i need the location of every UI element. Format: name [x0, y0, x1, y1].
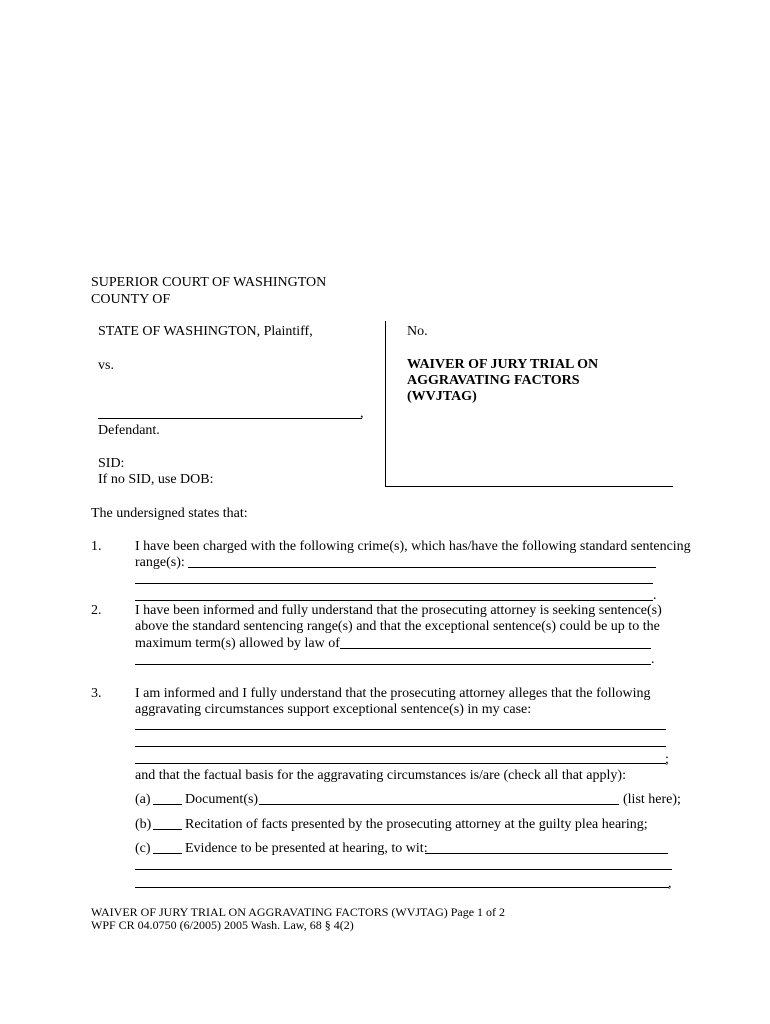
item-1-text-line2: range(s): — [135, 555, 185, 570]
intro-statement: The undersigned states that: — [91, 506, 248, 521]
option-c-text: Evidence to be presented at hearing, to wit: — [185, 841, 428, 856]
court-name: SUPERIOR COURT OF WASHINGTON — [91, 275, 327, 290]
item-3-circumstances-field-2[interactable] — [135, 746, 666, 747]
document-title-line2: AGGRAVATING FACTORS — [407, 373, 580, 388]
county-label: COUNTY OF — [91, 292, 171, 307]
item-3-number: 3. — [91, 686, 102, 701]
item-1-range-field-3[interactable] — [135, 600, 653, 601]
option-c-evidence-field[interactable] — [425, 853, 668, 854]
plaintiff-label: STATE OF WASHINGTON, Plaintiff, — [98, 324, 313, 339]
item-3-basis-text: and that the factual basis for the aggravating circumstances is/are (check all that apply): — [135, 768, 626, 783]
item-2-text-line2: above the standard sentencing range(s) and that the exceptional sentence(s) could be up to the — [135, 619, 660, 634]
vs-label: vs. — [98, 358, 114, 373]
caption-bottom-rule — [385, 486, 673, 487]
footer-form-title: WAIVER OF JURY TRIAL ON AGGRAVATING FACTORS (WVJTAG) Page 1 of 2 — [91, 905, 506, 919]
caption-divider — [385, 321, 386, 487]
defendant-name-line[interactable] — [98, 418, 362, 419]
footer-form-id: WPF CR 04.0750 (6/2005) 2005 Wash. Law, 68 § 4(2) — [91, 918, 354, 932]
option-a-documents-field[interactable] — [259, 804, 619, 805]
option-a-end: (list here); — [623, 792, 681, 807]
defendant-comma: , — [360, 406, 364, 421]
item-2-period: . — [651, 652, 655, 667]
option-c-comma: , — [668, 876, 672, 891]
item-2-text-line1: I have been informed and fully understand that the prosecuting attorney is seeking sentence(s) — [135, 603, 662, 618]
item-1-text-line1: I have been charged with the following crime(s), which has/have the following standard sentencing — [135, 539, 691, 554]
item-2-max-term-field[interactable] — [340, 648, 651, 649]
item-1-number: 1. — [91, 539, 102, 554]
option-c-evidence-field-2[interactable] — [135, 869, 672, 870]
item-2-number: 2. — [91, 603, 102, 618]
item-3-text-line1: I am informed and I fully understand that the prosecuting attorney alleges that the following — [135, 686, 651, 701]
option-c-label: (c) — [135, 841, 151, 856]
document-title-line3: (WVJTAG) — [407, 389, 477, 404]
option-a-text: Document(s) — [185, 792, 259, 807]
option-a-checkbox[interactable] — [153, 804, 182, 805]
option-b-checkbox[interactable] — [153, 829, 182, 830]
case-number-label: No. — [407, 324, 428, 339]
document-title-line1: WAIVER OF JURY TRIAL ON — [407, 357, 599, 372]
option-c-evidence-field-3[interactable] — [135, 887, 669, 888]
item-3-circumstances-field-1[interactable] — [135, 729, 666, 730]
option-c-checkbox[interactable] — [153, 853, 182, 854]
item-2-text-line3: maximum term(s) allowed by law of — [135, 636, 340, 651]
item-1-period: . — [653, 588, 657, 603]
dob-label: If no SID, use DOB: — [98, 472, 214, 487]
item-3-circumstances-field-3[interactable] — [135, 763, 666, 764]
option-a-label: (a) — [135, 792, 151, 807]
sid-label: SID: — [98, 456, 125, 471]
item-3-semicolon: ; — [665, 752, 669, 767]
option-b-text: Recitation of facts presented by the prosecuting attorney at the guilty plea hearing; — [185, 817, 648, 832]
defendant-label: Defendant. — [98, 423, 160, 438]
option-b-label: (b) — [135, 817, 152, 832]
item-3-text-line2: aggravating circumstances support exceptional sentence(s) in my case: — [135, 702, 532, 717]
item-1-range-field[interactable] — [188, 567, 656, 568]
item-1-range-field-2[interactable] — [135, 583, 653, 584]
item-2-max-term-field-2[interactable] — [135, 664, 651, 665]
